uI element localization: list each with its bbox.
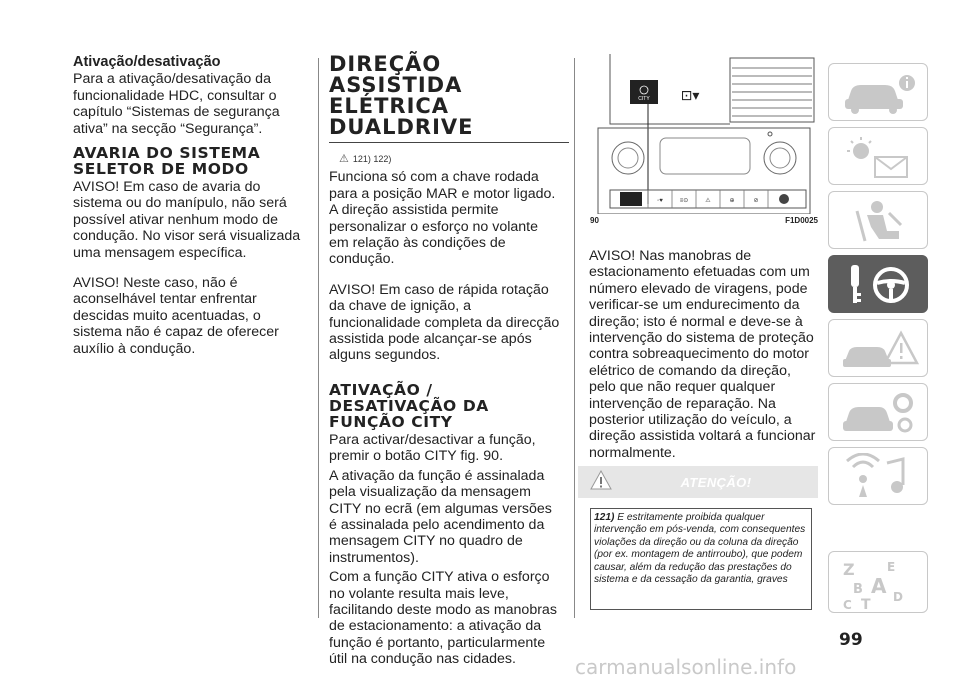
svg-text:⊡▾: ⊡▾ xyxy=(680,88,700,104)
city-button-label: CITY xyxy=(638,96,650,102)
warning-triangle-icon xyxy=(590,470,614,495)
key-steering-wheel-icon xyxy=(839,261,919,309)
index-letter: C xyxy=(843,598,852,611)
warning-ref: 121) xyxy=(594,512,615,523)
dashboard-lights-icon xyxy=(839,133,919,181)
title-divider xyxy=(329,142,569,143)
paragraph: AVISO! Neste caso, não é aconselhável tentar enfrentar descidas muito acentuadas, o sistema não é capaz de oferecer auxílio à condução. xyxy=(73,275,279,357)
paragraph: AVISO! Em caso de rápida rotação da chave de ignição, a funcionalidade completa da direcção assistida pode alcançar-se após alguns segundos. xyxy=(329,281,560,364)
column-middle xyxy=(329,54,561,671)
paragraph: Para activar/desactivar a função, premir o botão CITY fig. 90. xyxy=(329,431,536,465)
tab-car-info[interactable] xyxy=(828,63,928,121)
dashboard-illustration xyxy=(590,54,818,214)
svg-text:⚠: ⚠ xyxy=(705,198,711,204)
warning-text: E estritamente proibida qualquer intervenção em pós-venda, com consequentes violações da direção ou da coluna da direção (por ex. montagem de antirroubo), que podem causar, além da redução das prestações do sistema e da cessação da garantia, graves xyxy=(594,512,806,586)
column-right xyxy=(589,248,819,475)
title-line: ELÉTRICA xyxy=(329,94,450,118)
watermark-link[interactable]: carmanualsonline.info xyxy=(575,655,797,679)
page-number: 99 xyxy=(839,630,863,650)
paragraph: AVISO! Nas manobras de estacionamento efetuadas com um número elevado de viragens, pode verificar-se um endurecimento da direção; isto é normal e deve-se à intervenção do sistema de proteção contra sobreaquecimento do motor elétrico de comando da direção, pelo que não requer qualquer intervenção de reparação. Na posterior utilização do veículo, a direção assistida voltará a funcionar normalmente. xyxy=(589,248,816,461)
column-divider xyxy=(574,58,575,618)
tab-key-steering-wheel[interactable] xyxy=(828,255,928,313)
warning-triangle-icon: ⚠ xyxy=(339,153,349,165)
index-letters-icon xyxy=(839,557,919,611)
tab-seat-airbag[interactable] xyxy=(828,191,928,249)
figure-code: F1D0025 xyxy=(785,216,818,225)
paragraph: A ativação da função é assinalada pela visualização da mensagem CITY no ecrã (em algumas versões é assinalada pelo acendimento da mensagem CITY no quadro de instrumentos). xyxy=(329,467,552,566)
tab-dashboard-lights[interactable] xyxy=(828,127,928,185)
paragraph: Com a função CITY ativa o esforço no volante resulta mais leve, facilitando deste modo as manobras de estacionamento: a ativação da função é portanto, particularmente útil na condução nas cidades. xyxy=(329,569,557,668)
heading-activation: Ativação/desativação xyxy=(73,54,221,70)
warning-accident-icon xyxy=(839,325,919,373)
svg-text:⊕: ⊕ xyxy=(729,198,735,204)
index-letter: E xyxy=(887,560,896,574)
svg-text:⊘: ⊘ xyxy=(753,198,759,204)
tab-index[interactable] xyxy=(828,551,928,613)
car-info-icon xyxy=(839,69,919,117)
section-title xyxy=(329,54,561,138)
seat-airbag-icon xyxy=(839,197,919,245)
index-letter: D xyxy=(893,590,903,604)
paragraph: Funciona só com a chave rodada para a posição MAR e motor ligado. A direção assistida permite personalizar o esforço no volante em relação às condições de condução. xyxy=(329,169,556,268)
tab-car-maintenance[interactable] xyxy=(828,383,928,441)
figure-number: 90 xyxy=(590,216,599,225)
column-left xyxy=(73,54,313,371)
warning-label: ATENÇÃO! xyxy=(680,474,752,490)
warning-header xyxy=(578,466,818,498)
title-line: DIREÇÃO ASSISTIDA xyxy=(329,52,463,97)
heading-city-function: ATIVAÇÃO / DESATIVAÇÃO DA FUNÇÃO CITY xyxy=(329,380,489,431)
index-letter: A xyxy=(871,574,887,598)
warning-body xyxy=(590,508,812,610)
index-letter: B xyxy=(853,582,863,597)
tab-warning-accident[interactable] xyxy=(828,319,928,377)
figure-dashboard-controls xyxy=(590,54,818,214)
car-maintenance-icon xyxy=(839,389,919,437)
warning-references xyxy=(339,151,561,167)
index-letter: T xyxy=(861,597,871,611)
svg-text:≡⊙: ≡⊙ xyxy=(679,198,689,204)
paragraph: AVISO! Em caso de avaria do sistema ou do manípulo, não será possível ativar nenhum modo de condução. No visor será visualizada uma mensagem específica. xyxy=(73,179,301,261)
index-letter: Z xyxy=(843,560,855,579)
heading-system-fault: AVARIA DO SISTEMA SELETOR DE MODO xyxy=(73,144,261,179)
tab-multimedia[interactable] xyxy=(828,447,928,505)
reference-numbers: 121) 122) xyxy=(352,154,392,164)
multimedia-icon xyxy=(839,453,919,501)
title-line: DUALDRIVE xyxy=(329,115,474,139)
svg-text:◦♥: ◦♥ xyxy=(657,198,663,204)
paragraph: Para a ativação/desativação da funcionalidade HDC, consultar o capítulo “Sistemas de segurança ativa” na secção “Segurança”. xyxy=(73,71,280,137)
column-divider xyxy=(318,58,319,618)
